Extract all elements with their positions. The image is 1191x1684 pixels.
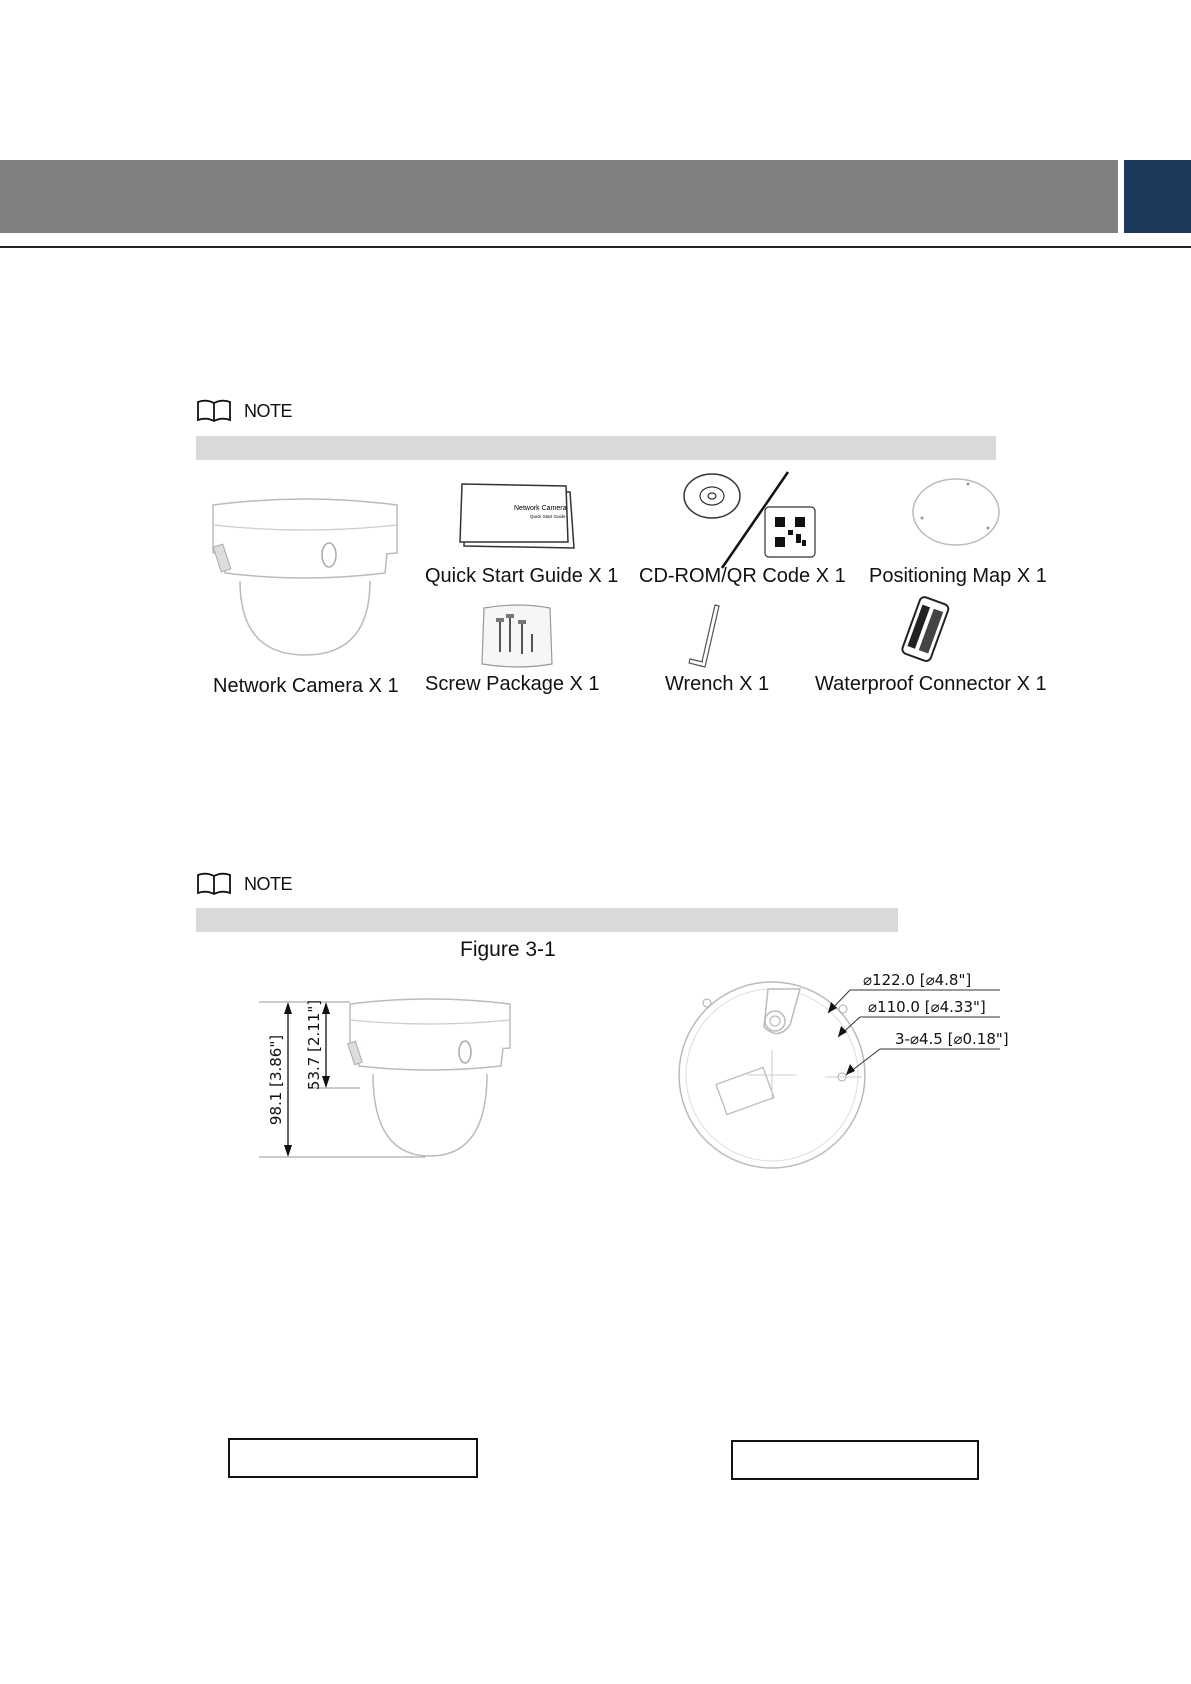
item-label-cd-rom-qr-code: CD-ROM/QR Code X 1 (639, 565, 846, 587)
item-label-wrench: Wrench X 1 (665, 673, 770, 695)
item-label-network-camera: Network Camera X 1 (213, 675, 399, 697)
item-label-screw-package: Screw Package X 1 (425, 673, 600, 695)
wrench-illustration (685, 603, 725, 673)
screw-package-illustration (480, 604, 555, 669)
waterproof-connector-illustration (890, 595, 960, 665)
note-body (196, 908, 898, 932)
camera-side-dimension-drawing (255, 990, 560, 1165)
note-heading (196, 871, 292, 897)
book-icon (196, 398, 232, 424)
note-label: NOTE (244, 400, 293, 421)
chapter-header-bar (0, 160, 1118, 233)
outlined-box-left (228, 1438, 478, 1478)
note-label: NOTE (244, 873, 293, 894)
positioning-map-illustration (910, 476, 1002, 548)
quick-start-guide-illustration (458, 482, 578, 552)
cd-rom-qr-code-illustration (680, 470, 830, 570)
figure-caption: Figure 3-1 (460, 938, 556, 961)
header-divider (0, 246, 1191, 248)
item-label-positioning-map: Positioning Map X 1 (869, 565, 1047, 587)
outlined-box-right (731, 1440, 979, 1480)
guide-cover-subtitle: Quick Start Guide (530, 514, 566, 519)
dimension-outer-diameter: ⌀122.0 [⌀4.8"] (863, 971, 972, 989)
camera-bottom-dimension-drawing (650, 965, 1010, 1180)
dimension-mounting-holes: 3-⌀4.5 [⌀0.18"] (895, 1030, 1009, 1048)
guide-cover-title: Network Camera (514, 505, 567, 512)
book-icon (196, 871, 232, 897)
dimension-cover-height: 53.7 [2.11"] (305, 999, 323, 1091)
item-label-quick-start-guide: Quick Start Guide X 1 (425, 565, 619, 587)
note-body (196, 436, 996, 460)
chapter-number-tab (1124, 160, 1191, 233)
item-label-waterproof-connector: Waterproof Connector X 1 (815, 673, 1047, 695)
note-heading (196, 398, 292, 424)
dimension-mount-diameter: ⌀110.0 [⌀4.33"] (868, 998, 986, 1016)
dimension-total-height: 98.1 [3.86"] (267, 1034, 285, 1126)
network-camera-illustration (205, 495, 405, 660)
